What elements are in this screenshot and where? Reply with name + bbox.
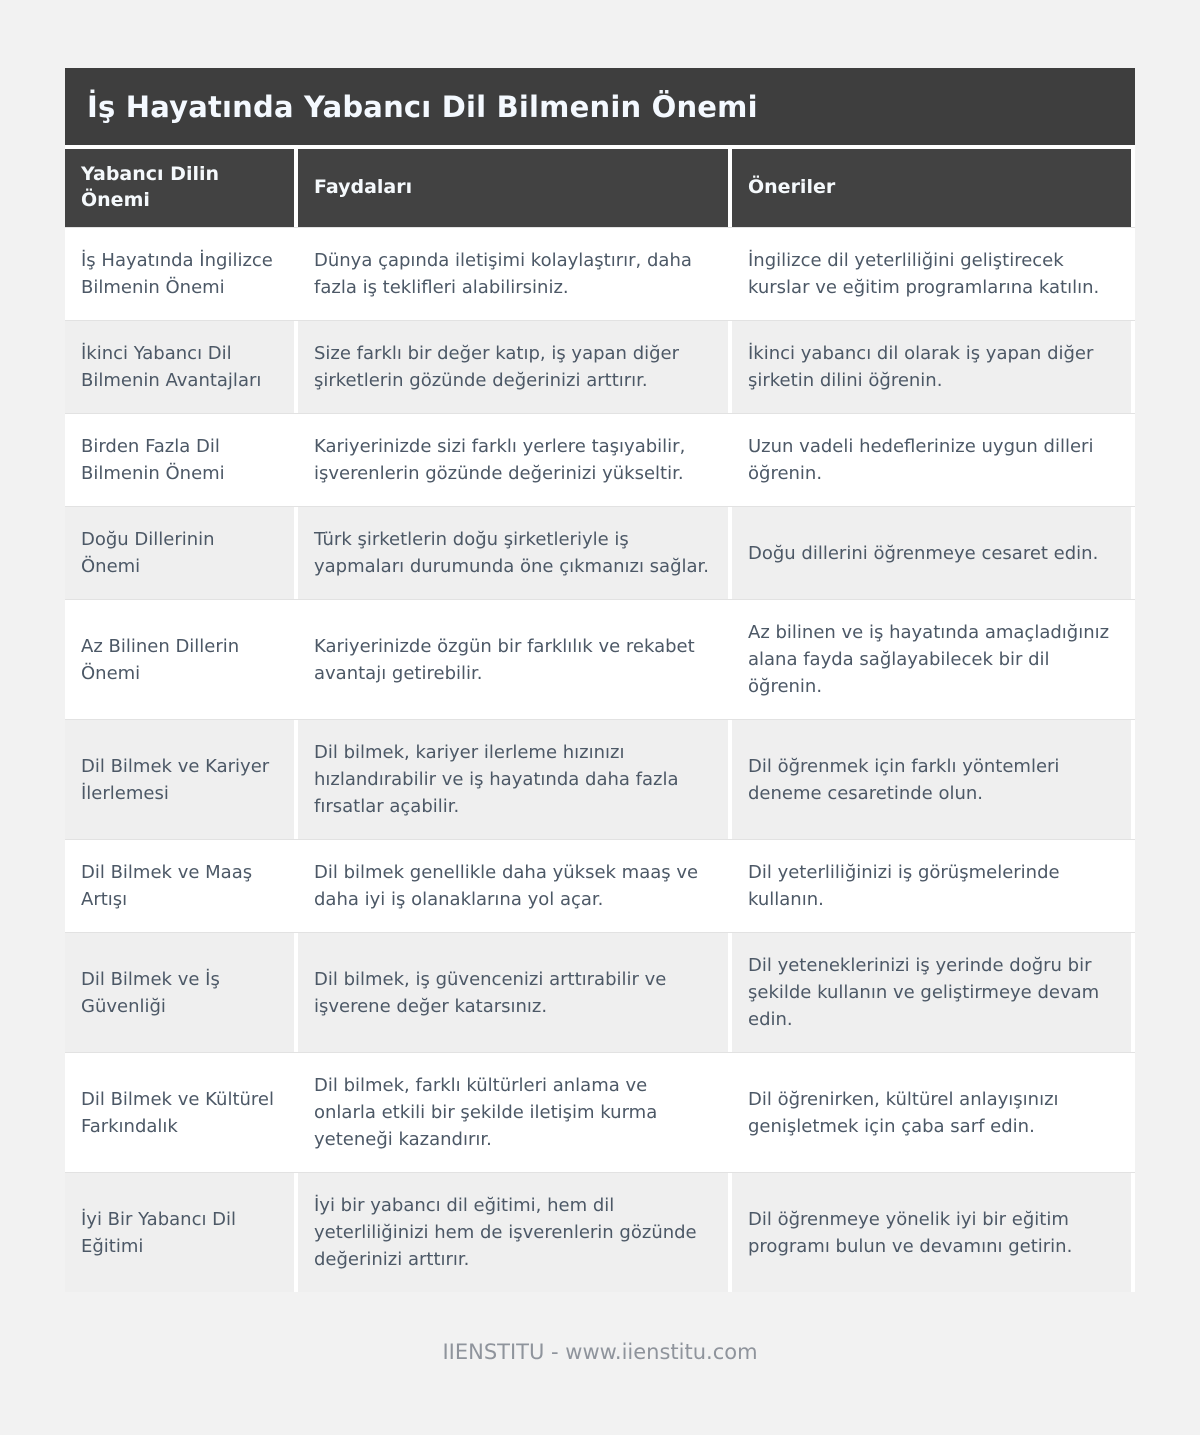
benefit-cell: Dil bilmek, iş güvencenizi arttırabilir ve işverene değer katarsınız.: [298, 933, 728, 1052]
column-header-topic: Yabancı Dilin Önemi: [65, 149, 294, 227]
topic-cell: İş Hayatında İngilizce Bilmenin Önemi: [65, 228, 294, 320]
page-title: İş Hayatında Yabancı Dil Bilmenin Önemi: [87, 89, 758, 124]
topic-cell: İyi Bir Yabancı Dil Eğitimi: [65, 1173, 294, 1292]
benefit-cell: Türk şirketlerin doğu şirketleriyle iş yapmaları durumunda öne çıkmanızı sağlar.: [298, 507, 728, 599]
benefit-cell: Size farklı bir değer katıp, iş yapan diğer şirketlerin gözünde değerinizi arttırır.: [298, 321, 728, 413]
suggestion-cell: Doğu dillerini öğrenmeye cesaret edin.: [732, 507, 1131, 599]
benefit-cell: Dil bilmek, farklı kültürleri anlama ve onlarla etkili bir şekilde iletişim kurma yeteneği kazandırır.: [298, 1053, 728, 1172]
topic-cell: Doğu Dillerinin Önemi: [65, 507, 294, 599]
topic-cell: İkinci Yabancı Dil Bilmenin Avantajları: [65, 321, 294, 413]
table-card: [65, 68, 1135, 1292]
suggestion-cell: Dil yeteneklerinizi iş yerinde doğru bir şekilde kullanın ve geliştirmeye devam edin.: [732, 933, 1131, 1052]
benefit-cell: Dünya çapında iletişimi kolaylaştırır, daha fazla iş teklifleri alabilirsiniz.: [298, 228, 728, 320]
table-row: [65, 932, 1135, 1052]
benefit-cell: Dil bilmek, kariyer ilerleme hızınızı hızlandırabilir ve iş hayatında daha fazla fırsatlar açabilir.: [298, 720, 728, 839]
benefit-cell: Kariyerinizde sizi farklı yerlere taşıyabilir, işverenlerin gözünde değerinizi yükseltir.: [298, 414, 728, 506]
suggestion-cell: Az bilinen ve iş hayatında amaçladığınız alana fayda sağlayabilecek bir dil öğrenin.: [732, 600, 1131, 719]
suggestion-cell: Dil yeterliliğinizi iş görüşmelerinde kullanın.: [732, 840, 1131, 932]
suggestion-cell: Uzun vadeli hedeflerinize uygun dilleri öğrenin.: [732, 414, 1131, 506]
suggestion-cell: Dil öğrenmek için farklı yöntemleri deneme cesaretinde olun.: [732, 720, 1131, 839]
topic-cell: Dil Bilmek ve Maaş Artışı: [65, 840, 294, 932]
topic-cell: Dil Bilmek ve İş Güvenliği: [65, 933, 294, 1052]
suggestion-cell: Dil öğrenirken, kültürel anlayışınızı genişletmek için çaba sarf edin.: [732, 1053, 1131, 1172]
topic-cell: Az Bilinen Dillerin Önemi: [65, 600, 294, 719]
column-header-suggestions: Öneriler: [732, 149, 1131, 227]
table-row: [65, 599, 1135, 719]
table-row: [65, 1172, 1135, 1292]
column-header-benefits: Faydaları: [298, 149, 728, 227]
benefit-cell: Kariyerinizde özgün bir farklılık ve rekabet avantajı getirebilir.: [298, 600, 728, 719]
topic-cell: Dil Bilmek ve Kültürel Farkındalık: [65, 1053, 294, 1172]
title-bar: [65, 68, 1135, 145]
table-row: [65, 719, 1135, 839]
suggestion-cell: İngilizce dil yeterliliğini geliştirecek kurslar ve eğitim programlarına katılın.: [732, 228, 1131, 320]
table-header-row: [65, 149, 1135, 227]
benefit-cell: İyi bir yabancı dil eğitimi, hem dil yeterliliğinizi hem de işverenlerin gözünde değerinizi arttırır.: [298, 1173, 728, 1292]
table-row: [65, 413, 1135, 506]
footer-credit: IIENSTITU - www.iienstitu.com: [442, 1340, 758, 1364]
table-row: [65, 839, 1135, 932]
suggestion-cell: İkinci yabancı dil olarak iş yapan diğer şirketin dilini öğrenin.: [732, 321, 1131, 413]
benefit-cell: Dil bilmek genellikle daha yüksek maaş ve daha iyi iş olanaklarına yol açar.: [298, 840, 728, 932]
topic-cell: Dil Bilmek ve Kariyer İlerlemesi: [65, 720, 294, 839]
table-row: [65, 506, 1135, 599]
table-row: [65, 1052, 1135, 1172]
suggestion-cell: Dil öğrenmeye yönelik iyi bir eğitim programı bulun ve devamını getirin.: [732, 1173, 1131, 1292]
table-row: [65, 320, 1135, 413]
table-row: [65, 227, 1135, 320]
topic-cell: Birden Fazla Dil Bilmenin Önemi: [65, 414, 294, 506]
